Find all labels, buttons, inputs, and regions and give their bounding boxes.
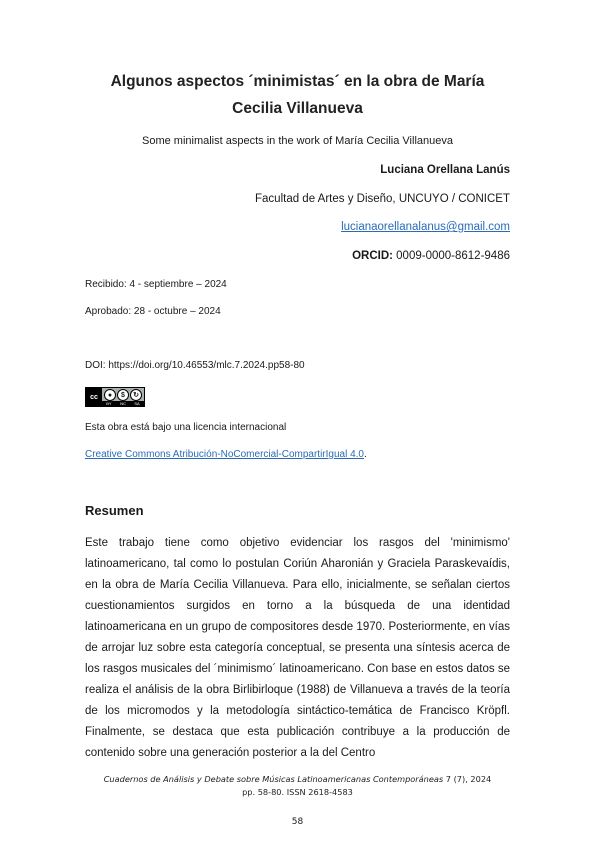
- doi[interactable]: DOI: https://doi.org/10.46553/mlc.7.2024.pp58-80: [85, 360, 305, 371]
- cc-nc-label: NC: [120, 401, 126, 406]
- noncommercial-icon: $: [117, 389, 129, 401]
- received-date: Recibido: 4 - septiembre – 2024: [85, 279, 227, 290]
- article-title: Algunos aspectos ´minimistas´ en la obra de María Cecilia Villanueva: [110, 73, 485, 117]
- attribution-icon: ●: [104, 389, 116, 401]
- abstract-text: Este trabajo tiene como objetivo evidenciar los rasgos del 'minimismo' latinoamericano, tal como lo postulan Coriún Aharonián y Graciela Paraskevaídis, en la obra de María Cecilia Villanueva. Para ello, inicialmente, se señalan ciertos cuestionamientos surgidos en torno a la búsqueda de una identidad latinoamericana en un grupo de compositores desde 1970. Posteriormente, en vías de arrojar luz sobre esta categoría conceptual, se presenta una síntesis acerca de los rasgos musicales del ´minimismo´ latinoamericano. Con base en estos datos se realiza el análisis de la obra Birlibirloque (1988) de Villanueva a través de la teoría de los micromodos y la metodología sintáctico-temática de Francisco Kröpfl. Finalmente, se destaca que esta publicación contribuye a la producción de contenido sobre una generación posterior a la del Centro: [85, 537, 510, 759]
- cc-badge-labels: [102, 401, 144, 406]
- journal-issue: 7 (7), 2024: [443, 774, 492, 784]
- license-statement: Esta obra está bajo una licencia internacional: [85, 422, 287, 433]
- orcid-label: ORCID:: [352, 250, 393, 262]
- journal-name: Cuadernos de Análisis y Debate sobre Músicas Latinoamericanas Contemporáneas: [103, 774, 444, 784]
- orcid-value: 0009-0000-8612-9486: [392, 250, 510, 262]
- cc-sa-label: SA: [134, 401, 140, 406]
- journal-pages: pp. 58-80. ISSN 2618-4583: [242, 787, 353, 797]
- article-subtitle: Some minimalist aspects in the work of María Cecilia Villanueva: [142, 135, 453, 147]
- page-footer: [60, 773, 535, 799]
- cc-icon: cc: [86, 388, 102, 406]
- license-link[interactable]: Creative Commons Atribución-NoComercial-CompartirIgual 4.0: [85, 449, 364, 460]
- approved-date: Aprobado: 28 - octubre – 2024: [85, 306, 221, 317]
- cc-license-badge[interactable]: [85, 387, 145, 407]
- cc-by-label: BY: [106, 401, 112, 406]
- abstract-heading: Resumen: [85, 503, 144, 518]
- orcid: [352, 250, 510, 262]
- license-suffix: .: [364, 449, 367, 460]
- page-number: 58: [291, 817, 304, 827]
- author-affiliation: Facultad de Artes y Diseño, UNCUYO / CONICET: [255, 193, 510, 205]
- sharealike-icon: ↻: [130, 389, 142, 401]
- author-email-link[interactable]: lucianaorellanalanus@gmail.com: [341, 221, 510, 233]
- license-line: [85, 449, 367, 460]
- author-name: Luciana Orellana Lanús: [380, 164, 510, 176]
